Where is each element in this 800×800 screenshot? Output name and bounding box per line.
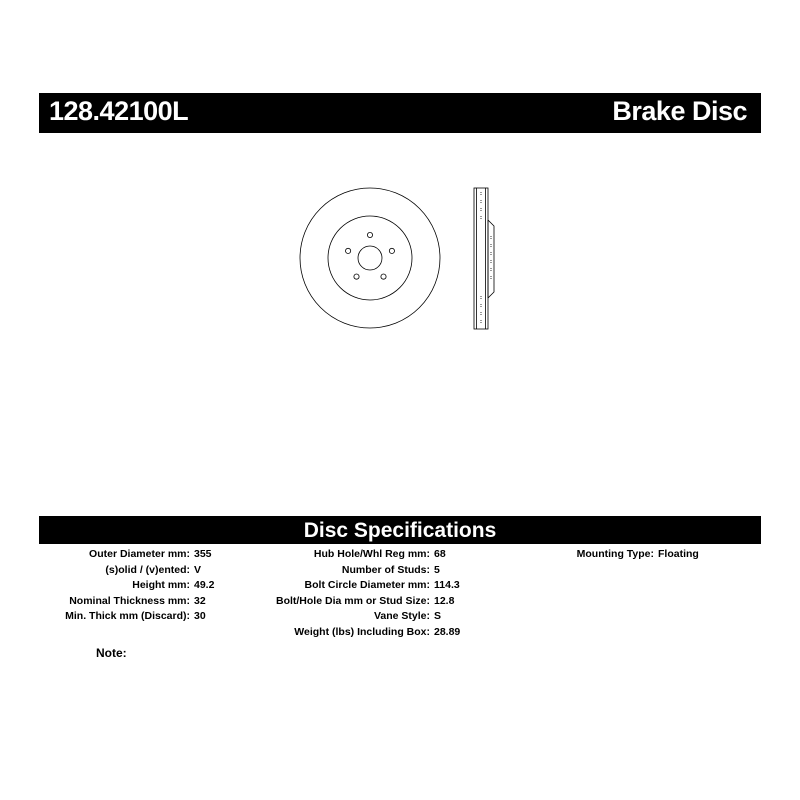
spec-row [40,609,214,625]
spec-value: 355 [194,548,212,560]
disc-side-view [474,188,494,329]
spec-label: (s)olid / (v)ented: [105,563,190,576]
spec-row [270,594,460,610]
note-label: Note: [96,646,127,660]
spec-label: Mounting Type: [576,548,654,560]
spec-row [560,547,699,563]
spec-label: Number of Studs: [341,563,430,576]
spec-label: Bolt Circle Diameter mm: [304,579,430,591]
spec-row [40,594,214,610]
spec-value: 12.8 [434,594,455,607]
spec-value: Floating [658,548,699,560]
specs-column-3 [560,547,699,563]
spec-value: 114.3 [434,579,460,591]
product-type: Brake Disc [612,96,747,126]
spec-row [40,547,214,563]
spec-label: Bolt/Hole Dia mm or Stud Size: [275,594,430,607]
spec-value: 68 [434,548,446,560]
spec-row [270,563,460,579]
specs-column-2 [270,547,460,640]
spec-label: Outer Diameter mm: [89,548,190,560]
specs-title-bar [39,516,761,544]
part-number: 128.42100L [49,96,189,126]
spec-label: Nominal Thickness mm: [69,594,190,607]
specs-column-1 [40,547,214,625]
spec-value: S [434,610,442,622]
spec-label: Weight (lbs) Including Box: [294,625,430,638]
spec-row [270,578,460,594]
spec-value: 30 [194,610,206,622]
spec-value: 28.89 [434,625,461,638]
brake-disc-drawing [290,180,520,340]
spec-label: Height mm: [132,579,190,591]
spec-value: 32 [194,594,206,607]
spec-row [270,625,460,641]
spec-row [270,547,460,563]
spec-label: Hub Hole/Whl Reg mm: [313,548,430,560]
spec-label: Vane Style: [373,610,430,622]
spec-value: 49.2 [194,579,215,591]
spec-row [40,578,214,594]
header-bar [39,93,761,133]
disc-front-view [300,188,440,328]
spec-row [40,563,214,579]
spec-label: Min. Thick mm (Discard): [65,610,190,622]
spec-value: V [194,563,202,576]
note [96,646,127,660]
spec-value: 5 [434,563,440,576]
specs-title: Disc Specifications [303,519,497,542]
spec-row [270,609,460,625]
